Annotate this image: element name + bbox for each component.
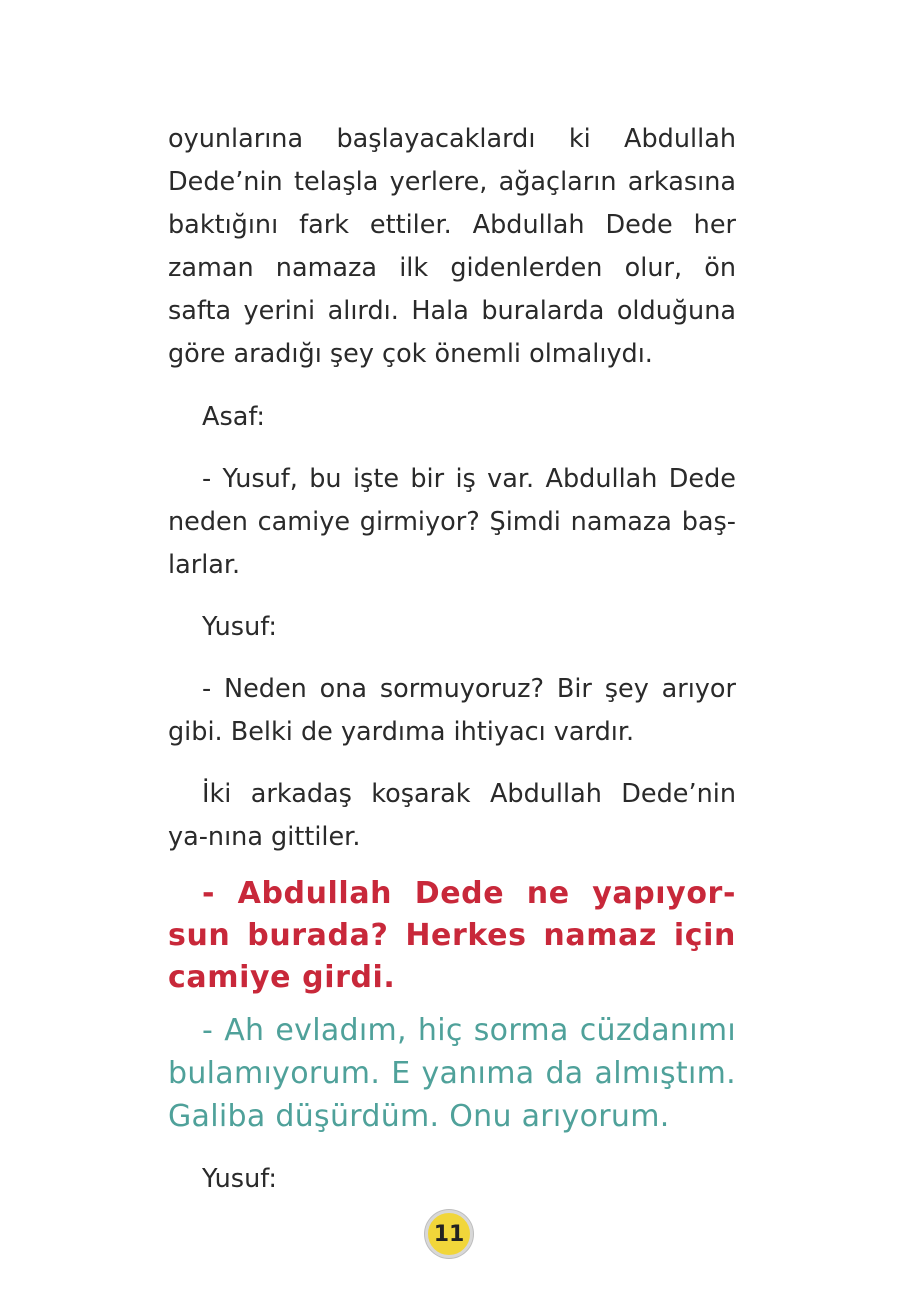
dialogue-abdullah-teal: - Ah evladım, hiç sorma cüzdanımı bulamıyorum. E yanıma da almıştım. Galiba düşürdüm. Onu arıyorum.: [168, 1013, 736, 1134]
page-number-text: 11: [433, 1221, 465, 1247]
dialogue-asaf: - Yusuf, bu işte bir iş var. Abdullah Dede neden camiye girmiyor? Şimdi namaza baş-larlar.: [168, 464, 736, 580]
dialogue-yusuf: - Neden ona sormuyoruz? Bir şey arıyor gibi. Belki de yardıma ihtiyacı vardır.: [168, 674, 736, 747]
speaker-yusuf-2: Yusuf:: [202, 1164, 277, 1194]
speaker-asaf: Asaf:: [202, 402, 266, 432]
paragraph-narration-2: İki arkadaş koşarak Abdullah Dede’nin ya-nına gittiler.: [168, 779, 736, 852]
paragraph-narration-1: oyunlarına başlayacaklardı ki Abdullah Dede’nin telaşla yerlere, ağaçların arkasına baktığını fark ettiler. Abdullah Dede her zaman namaza ilk gidenlerden olur, ön safta yerini alırdı. Hala buralarda olduğuna göre aradığı şey çok önemli olmalıydı.: [168, 124, 736, 369]
speaker-yusuf-1: Yusuf:: [202, 612, 277, 642]
dialogue-children-red: - Abdullah Dede ne yapıyor-sun burada? Herkes namaz için camiye girdi.: [168, 876, 736, 995]
page-number-badge: [425, 1210, 473, 1258]
page-text: [168, 118, 736, 1220]
